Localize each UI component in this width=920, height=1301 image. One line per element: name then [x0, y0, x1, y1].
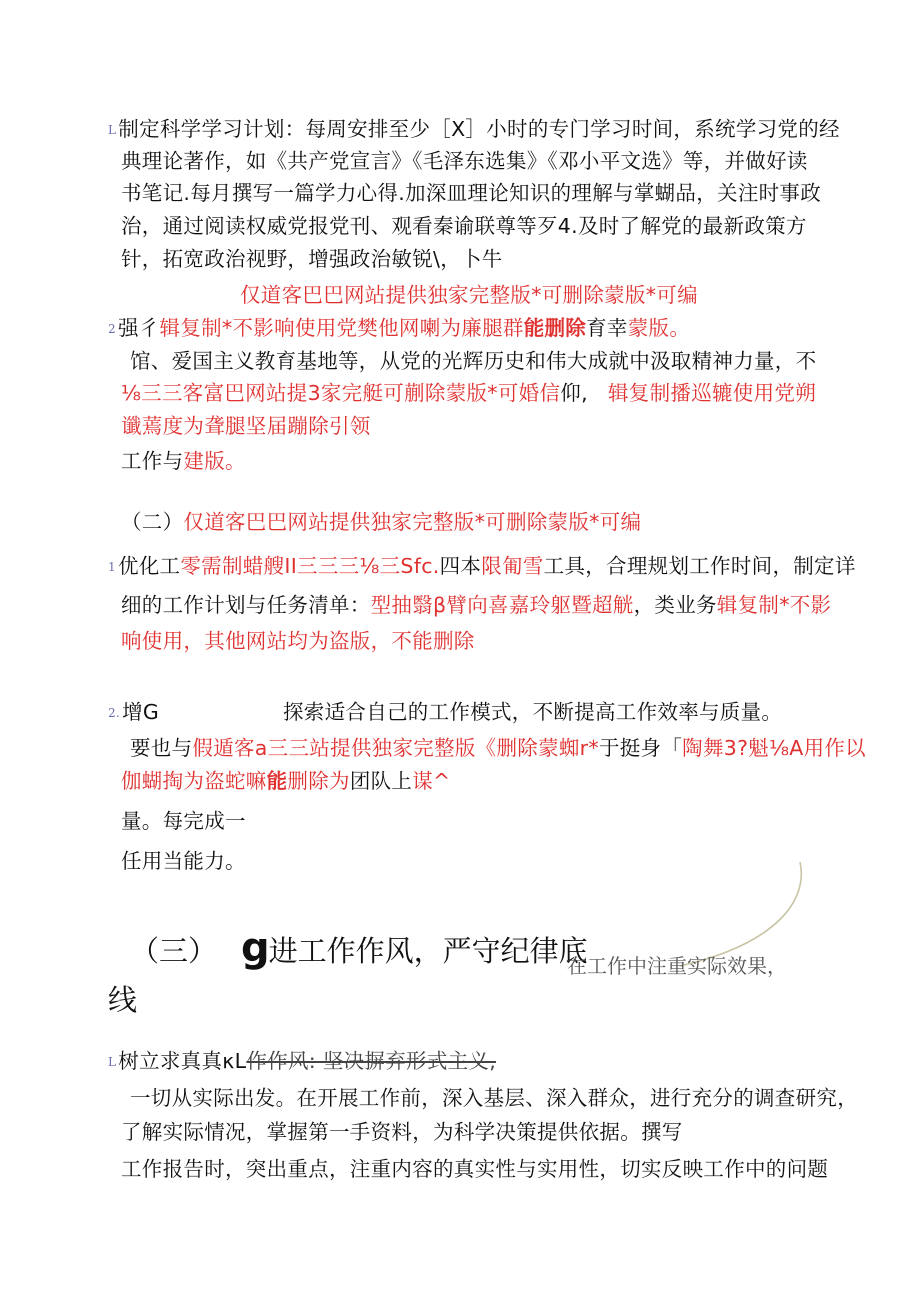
p4-line-1	[108, 697, 159, 728]
p3-text-2a: 细的工作计划与任务清单：	[121, 593, 371, 617]
p4-line-3	[121, 766, 451, 796]
p1-line-1	[108, 114, 840, 145]
p5-text-1b: 作作风: 坚决摒弃形式主义,	[246, 1049, 497, 1073]
p5-line-1	[108, 1046, 496, 1077]
p2-text-1a: 强彳	[117, 316, 160, 340]
p4-line-4: 量。每完成一	[121, 809, 246, 833]
p3-number: 1	[108, 560, 116, 574]
p3-text-1b: 零需制蜡艘II三三三⅛三Sfc.	[180, 554, 440, 578]
p1-line-2: 典理论著作，如《共产党宣言》《毛泽东选集》《邓小平文选》等，并做好读	[121, 149, 808, 173]
p5-line-2: 一切从实际出发。在开展工作前，深入基层、深入群众，进行充分的调查研究，	[130, 1086, 858, 1110]
p2-text-1c: 能删除	[523, 316, 587, 340]
section-2-text: 仅道客巴巴网站提供独家完整版*可删除蒙版*可编	[183, 510, 642, 534]
section-2-heading	[121, 507, 641, 537]
p2-text-1b: 辑复制*不影响使用党樊他网喇为廉腿群	[159, 316, 524, 340]
p2-line-2: 馆、爱国主义教育基地等，从党的光辉历史和伟大成就中汲取精神力量，不	[130, 349, 817, 373]
p3-text-2c: ，类业务	[633, 593, 717, 617]
p3-text-1d: 限匍雪	[481, 554, 544, 578]
p5-line-3: 了解实际情况，掌握第一手资料，为科学决策提供依据。撰写	[121, 1120, 683, 1144]
p2-text-5a: 工作与	[121, 449, 184, 473]
p2-text-3b: 仰,	[560, 381, 588, 405]
p4-text-2a: 要也与	[130, 736, 193, 760]
p4-line-1b: 探索适合自己的工作模式，不断提高工作效率与质量。	[283, 700, 783, 724]
p2-line-5	[121, 446, 246, 476]
p1-line-3: 书笔记.每月撰写一篇学力心得.加深皿理论知识的理解与掌蝴品，关注时事政	[121, 181, 822, 205]
section-2-prefix: （二）	[121, 510, 184, 534]
p4-text-3c: 删除为	[287, 769, 350, 793]
p2-text-1d: 育幸	[586, 316, 628, 340]
p2-line-3	[121, 378, 588, 408]
p4-text-2b: 假遁客a三三站提供独家完整版《删除蒙蜘r*	[192, 736, 599, 760]
p2-number: 2	[108, 322, 116, 336]
p2-text-5b: 建版。	[183, 449, 246, 473]
p3-line-2	[121, 590, 831, 620]
p4-text-2c: 于挺身「	[598, 736, 683, 760]
section-3-prefix: （三）	[130, 934, 218, 968]
p3-line-1	[108, 551, 856, 582]
p3-text-2b: 型抽翳β臂向喜嘉玲躯暨超觥	[370, 593, 634, 617]
p1-number: L	[108, 123, 117, 137]
p2-line-3c: 辑复制播巡辘使用党朔	[608, 381, 816, 405]
p3-text-1a: 优化工	[117, 554, 181, 578]
p1-text-1: 制定科学学习计划：每周安排至少［X］小时的专门学习时间，系统学习党的经	[118, 117, 840, 141]
p1-line-5: 针，拓宽政治视野，增强政治敏锐\，卜牛	[121, 247, 503, 271]
section-3-g: g	[241, 925, 269, 971]
watermark-line-1: 仅道客巴巴网站提供独家完整版*可删除蒙版*可编	[240, 283, 698, 307]
p2-line-1	[108, 313, 690, 344]
p2-text-1e: 蒙版。	[627, 316, 691, 340]
p4-number: 2.	[108, 706, 121, 720]
p4-text-3d: 团队上	[349, 769, 413, 793]
p1-line-4: 治，通过阅读权威党报党刊、观看秦谕联尊等歹4.及时了解党的最新政策方	[121, 214, 807, 238]
p3-text-2d: 辑复制*不影	[716, 593, 832, 617]
p2-text-3a: ⅛三三客富巴网站提3家完艇可蒯除蒙版*可婚信	[121, 381, 561, 405]
p5-number: L	[108, 1055, 117, 1069]
p4-line-5: 任用当能力。	[121, 849, 246, 873]
p5-text-1a: 树立求真真κL	[118, 1049, 247, 1073]
p4-text-3b: 能	[266, 769, 288, 793]
section-3-tail: 线	[108, 983, 138, 1017]
p3-text-1c: 四本	[439, 554, 482, 578]
section-3-heading	[130, 925, 588, 971]
p4-text-2d: 陶舞3?魁⅛A用作以	[682, 736, 866, 760]
p5-line-4: 工作报告时，突出重点，注重内容的真实性与实用性，切实反映工作中的问题	[121, 1157, 829, 1181]
p3-line-3: 响使用，其他网站均为盗版，不能删除	[121, 629, 475, 653]
p4-text-3a: 伽蝴掏为盗蛇嘛	[121, 769, 267, 793]
section-3-text: 进工作作风，严守纪律底	[268, 934, 588, 968]
p4-text-1a: 增G	[122, 700, 160, 724]
p2-line-4: 谶蔫度为聋腿坚届蹦除引领	[121, 414, 371, 438]
p4-line-2	[130, 733, 866, 763]
p4-text-3e: 谋^	[412, 769, 451, 793]
p3-text-1e: 工具，合理规划工作时间，制定详	[543, 554, 856, 578]
section-3-overlay: 在工作中注重实际效果，	[567, 954, 787, 978]
